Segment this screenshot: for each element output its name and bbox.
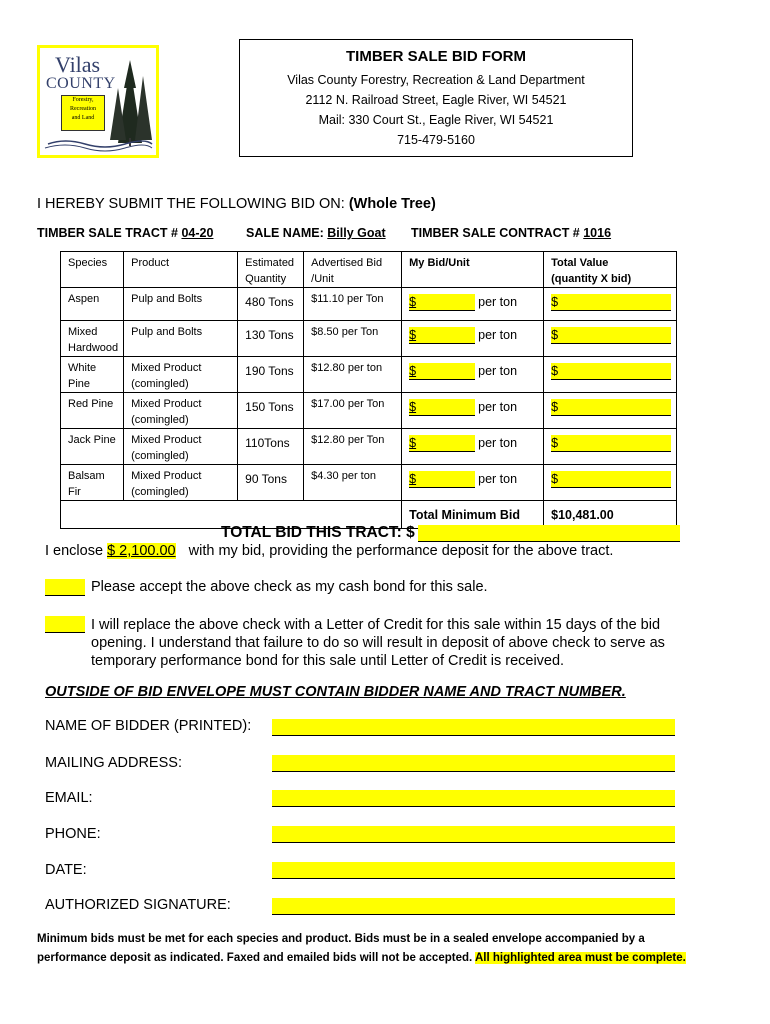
species-cell: [61, 429, 124, 465]
product-cell-line: Mixed Product: [131, 434, 202, 446]
my-bid-cell[interactable]: [402, 321, 544, 357]
email-label: EMAIL:: [45, 790, 93, 806]
form-header: [239, 39, 633, 157]
my-bid-input[interactable]: $: [409, 294, 475, 311]
total-value-input[interactable]: $: [551, 363, 671, 380]
total-value-cell[interactable]: [544, 321, 677, 357]
header-phone: 715-479-5160: [397, 133, 475, 147]
total-bid-input[interactable]: [418, 525, 680, 542]
product-cell-line: Mixed Product: [131, 362, 202, 374]
footer-line: performance deposit as indicated. Faxed and emailed bids will not be accepted.: [37, 952, 473, 964]
bidder-name-label: NAME OF BIDDER (PRINTED):: [45, 718, 252, 734]
letter-line: I will replace the above check with a Letter of Credit for this sale within 15 days of the bid: [91, 617, 661, 633]
letter-of-credit-checkbox[interactable]: [45, 616, 85, 633]
product-cell-line: Mixed Product: [131, 398, 202, 410]
per-ton-label: per ton: [478, 364, 518, 378]
my-bid-input[interactable]: $: [409, 327, 475, 344]
quantity-cell: 480 Tons: [238, 288, 304, 321]
signature-label: AUTHORIZED SIGNATURE:: [45, 897, 231, 913]
per-ton-label: per ton: [478, 328, 518, 342]
date-label: DATE:: [45, 862, 87, 878]
per-ton-label: per ton: [478, 472, 518, 486]
logo-title: Vilas: [55, 52, 101, 77]
phone-input[interactable]: [272, 826, 675, 843]
product-cell-line: (comingled): [131, 414, 189, 426]
letter-line: temporary performance bond for this sale until Letter of Credit is received.: [91, 653, 565, 669]
submit-statement: [37, 196, 436, 212]
quantity-cell: 190 Tons: [238, 357, 304, 393]
logo-department-box: [61, 95, 105, 131]
header-my-bid: My Bid/Unit: [402, 252, 544, 288]
tract-label: TIMBER SALE TRACT #: [37, 226, 178, 240]
species-cell-line: Red Pine: [68, 398, 114, 410]
advertised-bid-cell: $4.30 per ton: [304, 465, 402, 501]
species-cell: [61, 321, 124, 357]
footer-note: [37, 930, 737, 968]
total-value-cell[interactable]: [544, 357, 677, 393]
tract-info: [37, 226, 213, 240]
my-bid-cell[interactable]: [402, 429, 544, 465]
table-row: [61, 288, 677, 321]
product-cell: [124, 321, 238, 357]
date-input[interactable]: [272, 862, 675, 879]
mailing-address-input[interactable]: [272, 755, 675, 772]
enclose-text-after: with my bid, providing the performance deposit for the above tract.: [188, 543, 614, 559]
enclose-statement: [45, 543, 613, 559]
logo-box-line: and Land: [71, 115, 95, 121]
product-cell: [124, 465, 238, 501]
envelope-notice: OUTSIDE OF BID ENVELOPE MUST CONTAIN BIDDER NAME AND TRACT NUMBER.: [45, 684, 626, 700]
header-quantity-line: Estimated: [245, 257, 295, 269]
my-bid-cell[interactable]: [402, 465, 544, 501]
my-bid-input[interactable]: $: [409, 471, 475, 488]
advertised-bid-cell: $17.00 per Ton: [304, 393, 402, 429]
total-value-cell[interactable]: [544, 429, 677, 465]
header-advertised-line: /Unit: [311, 273, 334, 285]
per-ton-label: per ton: [478, 436, 518, 450]
footer-line: Minimum bids must be met for each species and product. Bids must be in a sealed envelope accompanied by a: [37, 933, 645, 945]
advertised-bid-cell: $8.50 per Ton: [304, 321, 402, 357]
header-department: Vilas County Forestry, Recreation & Land Department: [287, 73, 585, 87]
letter-of-credit-text: [91, 616, 665, 670]
my-bid-cell[interactable]: [402, 288, 544, 321]
header-total-value: [544, 252, 677, 288]
header-total-line: Total Value: [551, 257, 609, 269]
table-row: [61, 357, 677, 393]
total-bid-label: TOTAL BID THIS TRACT: $: [221, 524, 415, 541]
header-quantity-line: Quantity: [245, 273, 287, 285]
species-cell-line: Mixed: [68, 326, 98, 338]
species-cell: [61, 288, 124, 321]
per-ton-label: per ton: [478, 400, 518, 414]
my-bid-input[interactable]: $: [409, 399, 475, 416]
species-cell-line: Hardwood: [68, 342, 119, 354]
product-cell: [124, 429, 238, 465]
header-product: Product: [124, 252, 238, 288]
per-ton-label: per ton: [478, 295, 518, 309]
product-cell-line: (comingled): [131, 450, 189, 462]
header-street: 2112 N. Railroad Street, Eagle River, WI 54521: [305, 93, 567, 107]
quantity-cell: 90 Tons: [238, 465, 304, 501]
contract-info: [411, 226, 611, 240]
product-cell-line: Mixed Product: [131, 470, 202, 482]
sale-name-info: [246, 226, 386, 240]
submit-bid-type: (Whole Tree): [348, 196, 436, 212]
header-species: Species: [61, 252, 124, 288]
header-advertised: [304, 252, 402, 288]
tract-number: 04-20: [181, 226, 214, 240]
my-bid-input[interactable]: $: [409, 435, 475, 452]
contract-label: TIMBER SALE CONTRACT #: [411, 226, 580, 240]
species-cell-line: White: [68, 362, 97, 374]
total-minimum-label: Total Minimum Bid: [402, 501, 544, 529]
quantity-cell: 150 Tons: [238, 393, 304, 429]
email-input[interactable]: [272, 790, 675, 807]
quantity-cell: 110Tons: [238, 429, 304, 465]
species-cell-line: Aspen: [68, 293, 100, 305]
product-cell-line: Pulp and Bolts: [131, 326, 203, 338]
table-row: [61, 393, 677, 429]
signature-input[interactable]: [272, 898, 675, 915]
total-value-input[interactable]: $: [551, 399, 671, 416]
species-cell: [61, 357, 124, 393]
cash-bond-text: Please accept the above check as my cash bond for this sale.: [91, 579, 488, 595]
total-value-input[interactable]: $: [551, 327, 671, 344]
header-total-line: (quantity X bid): [551, 273, 632, 285]
total-value-cell[interactable]: [544, 393, 677, 429]
contract-number: 1016: [583, 226, 612, 240]
quantity-cell: 130 Tons: [238, 321, 304, 357]
letter-line: opening. I understand that failure to do so will result in deposit of above check to serve as: [91, 635, 665, 651]
enclose-amount: $ 2,100.00: [107, 543, 176, 559]
header-quantity: [238, 252, 304, 288]
product-cell-line: Pulp and Bolts: [131, 293, 203, 305]
phone-label: PHONE:: [45, 826, 101, 842]
total-minimum-value: $10,481.00: [544, 501, 677, 529]
product-cell-line: (comingled): [131, 486, 189, 498]
total-value-input[interactable]: $: [551, 435, 671, 452]
header-mail: Mail: 330 Court St., Eagle River, WI 54521: [318, 113, 554, 127]
county-logo: [37, 45, 159, 158]
total-value-input[interactable]: $: [551, 471, 671, 488]
species-cell-line: Jack Pine: [68, 434, 116, 446]
my-bid-cell[interactable]: [402, 357, 544, 393]
product-cell: [124, 393, 238, 429]
my-bid-cell[interactable]: [402, 393, 544, 429]
sale-name-value: Billy Goat: [327, 226, 386, 240]
header-advertised-line: Advertised Bid: [311, 257, 383, 269]
advertised-bid-cell: $12.80 per Ton: [304, 429, 402, 465]
advertised-bid-cell: $11.10 per Ton: [304, 288, 402, 321]
species-cell: [61, 393, 124, 429]
cash-bond-checkbox[interactable]: [45, 579, 85, 596]
mailing-address-label: MAILING ADDRESS:: [45, 755, 182, 771]
my-bid-input[interactable]: $: [409, 363, 475, 380]
total-value-cell[interactable]: [544, 465, 677, 501]
table-row: [61, 321, 677, 357]
logo-box-line: Recreation: [70, 106, 96, 112]
product-cell-line: (comingled): [131, 378, 189, 390]
bid-table: [60, 251, 677, 529]
table-row: [61, 465, 677, 501]
footer-highlight: All highlighted area must be complete.: [474, 952, 686, 964]
submit-text: I HEREBY SUBMIT THE FOLLOWING BID ON:: [37, 196, 345, 212]
species-cell-line: Pine: [68, 378, 91, 390]
bidder-name-input[interactable]: [272, 719, 675, 736]
total-value-cell[interactable]: [544, 288, 677, 321]
logo-box-line: Forestry,: [72, 97, 94, 103]
form-title: TIMBER SALE BID FORM: [346, 48, 526, 65]
sale-name-label: SALE NAME:: [246, 226, 324, 240]
product-cell: [124, 288, 238, 321]
product-cell: [124, 357, 238, 393]
enclose-text-before: I enclose: [45, 543, 104, 559]
species-cell-line: Balsam Fir: [68, 470, 105, 498]
logo-subtitle: COUNTY: [46, 75, 116, 92]
total-value-input[interactable]: $: [551, 294, 671, 311]
total-bid-line: [221, 524, 415, 542]
table-row: [61, 429, 677, 465]
advertised-bid-cell: $12.80 per ton: [304, 357, 402, 393]
table-header-row: [61, 252, 677, 288]
species-cell: [61, 465, 124, 501]
